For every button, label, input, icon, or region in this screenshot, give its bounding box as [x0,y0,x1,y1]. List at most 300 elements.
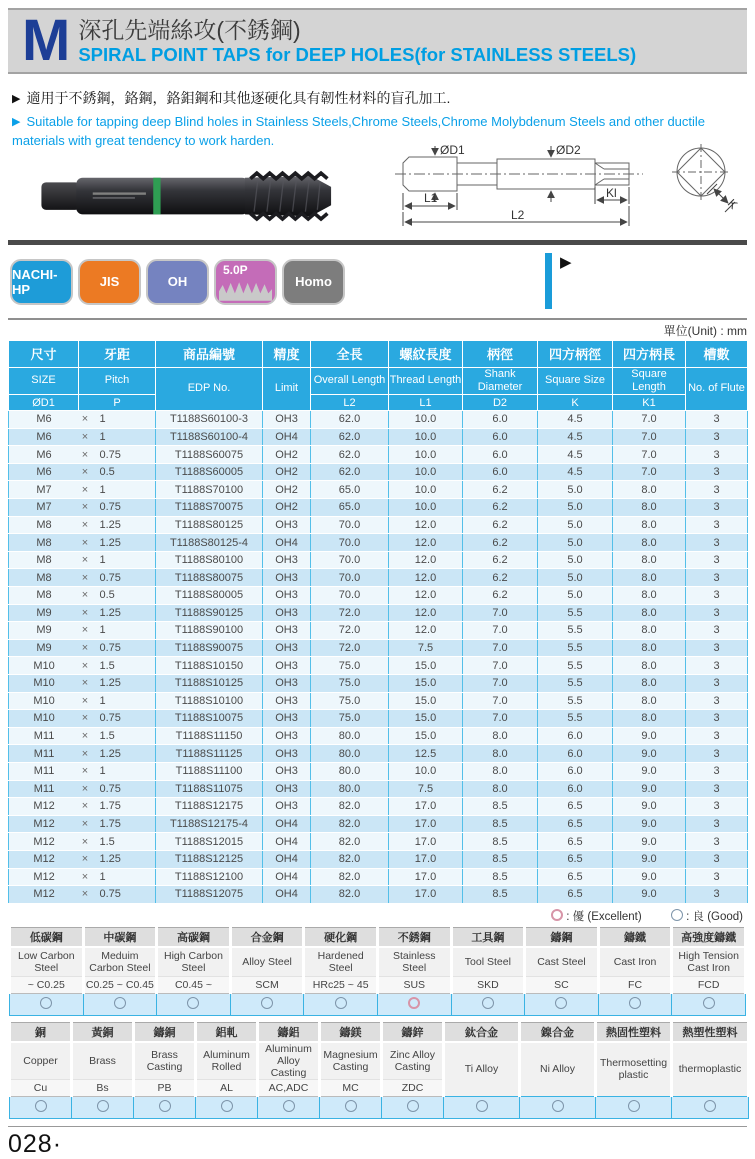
square-length-cell: 9.0 [613,886,686,904]
table-row [9,446,748,464]
material-code: SC [525,976,599,993]
shank-diameter-cell: 8.5 [463,815,538,833]
shank-diameter-cell: 8.5 [463,886,538,904]
material-name-zh: 硬化鋼 [304,927,378,947]
multiply-sign: × [81,536,89,549]
shank-diameter-cell: 6.0 [463,446,538,464]
flute-count-cell: 3 [686,516,748,534]
size-value: M6 [36,466,52,479]
edp-no-cell: T1188S10150 [156,657,263,675]
square-size-cell: 6.0 [538,727,613,745]
rating-circle [283,1100,295,1112]
col-header-en: Limit [263,367,311,410]
shank-diameter-cell: 6.2 [463,569,538,587]
overall-length-cell: 65.0 [311,499,389,517]
material-name-en: Alloy Steel [230,947,304,977]
col-header-symbol: ØD1 [9,395,79,411]
square-size-cell: 4.5 [538,446,613,464]
square-length-cell: 9.0 [613,850,686,868]
material-name-zh: 工具鋼 [451,927,525,947]
size-value: M8 [36,554,52,567]
limit-cell: OH3 [263,622,311,640]
edp-no-cell: T1188S80125 [156,516,263,534]
square-size-cell: 5.0 [538,587,613,605]
table-row [9,411,748,429]
edp-no-cell: T1188S12015 [156,833,263,851]
badge-oh [146,259,209,305]
product-figure [8,142,747,240]
page-header [8,8,747,74]
square-size-cell: 5.0 [538,499,613,517]
edp-no-cell: T1188S10100 [156,692,263,710]
table-row [9,428,748,446]
dim-label-d2: ØD2 [556,142,581,157]
limit-cell: OH3 [263,569,311,587]
size-value: M12 [33,870,55,883]
rating-good-icon [451,993,525,1015]
square-size-cell: 5.5 [538,639,613,657]
square-size-cell: 6.5 [538,833,613,851]
multiply-sign: × [81,818,89,831]
multiply-sign: × [81,659,89,672]
square-length-cell: 9.0 [613,868,686,886]
size-pitch-cell [9,780,156,798]
rating-circle [703,997,715,1009]
size-value: M10 [33,712,55,725]
thread-profile-icon [219,280,272,301]
flute-count-cell: 3 [686,727,748,745]
limit-cell: OH3 [263,657,311,675]
table-row [9,569,748,587]
table-row [9,745,748,763]
rating-good-icon [230,993,304,1015]
badge-strip [8,240,747,320]
material-name-zh: 鑄鋅 [382,1022,444,1042]
material-name-en: Cast Steel [525,947,599,977]
thread-length-cell: 10.0 [389,463,463,481]
multiply-sign: × [81,466,89,479]
square-size-cell: 6.0 [538,762,613,780]
thread-length-cell: 12.0 [389,516,463,534]
shank-diameter-cell: 8.5 [463,850,538,868]
rating-circle [335,997,347,1009]
square-length-cell: 8.0 [613,481,686,499]
square-length-cell: 9.0 [613,762,686,780]
square-length-cell: 7.0 [613,411,686,429]
table-row [9,622,748,640]
material-name-zh: 黃銅 [72,1022,134,1042]
rating-good-icon [72,1096,134,1118]
limit-cell: OH3 [263,780,311,798]
limit-cell: OH3 [263,516,311,534]
square-length-cell: 8.0 [613,692,686,710]
overall-length-cell: 80.0 [311,745,389,763]
table-row [9,499,748,517]
size-value: M12 [33,853,55,866]
square-size-cell: 6.5 [538,850,613,868]
thread-length-cell: 12.0 [389,551,463,569]
pitch-value: 1 [99,430,106,443]
square-length-cell: 9.0 [613,727,686,745]
edp-no-cell: T1188S90100 [156,622,263,640]
size-value: M12 [33,818,55,831]
shank-diameter-cell: 7.0 [463,639,538,657]
limit-cell: OH4 [263,815,311,833]
pitch-value: 0.75 [99,571,121,584]
multiply-sign: × [81,430,89,443]
shank-diameter-cell: 6.2 [463,587,538,605]
square-size-cell: 5.5 [538,674,613,692]
rating-good-icon [10,1096,72,1118]
multiply-sign: × [81,888,89,901]
material-name-en: Meduim Carbon Steel [83,947,157,977]
size-pitch-cell [9,762,156,780]
dim-label-l1: L1 [424,190,438,205]
rating-good-icon [320,1096,382,1118]
square-length-cell: 7.0 [613,446,686,464]
rating-excellent-icon [377,993,451,1015]
edp-no-cell: T1188S60100-3 [156,411,263,429]
material-row [10,976,746,993]
flute-count-cell: 3 [686,692,748,710]
square-size-cell: 6.5 [538,868,613,886]
thread-length-cell: 17.0 [389,850,463,868]
legend-good-label: : 良 (Good) [686,910,743,923]
flute-count-cell: 3 [686,762,748,780]
rating-circle [629,997,641,1009]
title-block [78,17,636,65]
flute-count-cell: 3 [686,850,748,868]
overall-length-cell: 70.0 [311,569,389,587]
shank-diameter-cell: 8.5 [463,868,538,886]
edp-no-cell: T1188S90075 [156,639,263,657]
rating-good-icon [598,993,672,1015]
material-name-zh: 鎳合金 [520,1022,596,1042]
material-code: C0.45 ~ [157,976,231,993]
material-code: FC [598,976,672,993]
rating-circle [40,997,52,1009]
size-pitch-cell [9,657,156,675]
square-size-cell: 6.5 [538,798,613,816]
square-length-cell: 8.0 [613,499,686,517]
limit-cell: OH3 [263,587,311,605]
pitch-value: 1.25 [99,747,121,760]
thread-length-cell: 12.0 [389,534,463,552]
overall-length-cell: 72.0 [311,604,389,622]
overall-length-cell: 70.0 [311,516,389,534]
flute-count-cell: 3 [686,745,748,763]
col-header-en: Pitch [79,367,156,394]
tap-green-ring [153,177,160,214]
edp-no-cell: T1188S11125 [156,745,263,763]
shank-diameter-cell: 6.2 [463,551,538,569]
dim-label-k: K [724,195,741,212]
rating-legend [8,908,747,924]
tap-thread-ridges [250,213,327,219]
col-header-zh: 精度 [263,340,311,367]
limit-cell: OH2 [263,446,311,464]
material-name-en: Aluminum Alloy Casting [258,1042,320,1080]
multiply-sign: × [81,800,89,813]
material-code: MC [320,1079,382,1096]
table-row [9,886,748,904]
square-size-cell: 6.0 [538,780,613,798]
col-header-zh: 四方柄徑 [538,340,613,367]
size-pitch-cell [9,798,156,816]
edp-no-cell: T1188S12175-4 [156,815,263,833]
limit-cell: OH3 [263,551,311,569]
shank-diameter-cell: 7.0 [463,622,538,640]
thread-length-cell: 15.0 [389,727,463,745]
limit-cell: OH3 [263,710,311,728]
square-size-cell: 6.5 [538,815,613,833]
flute-count-cell: 3 [686,622,748,640]
edp-no-cell: T1188S11075 [156,780,263,798]
material-name-zh: 熱固性塑料 [596,1022,672,1042]
square-length-cell: 8.0 [613,534,686,552]
thread-length-cell: 17.0 [389,886,463,904]
badge-row [8,259,747,305]
square-size-cell: 6.0 [538,745,613,763]
pitch-value: 1.25 [99,518,121,531]
thread-length-cell: 10.0 [389,481,463,499]
multiply-sign: × [81,518,89,531]
bullet-arrow-icon: ▶ [12,116,21,128]
edp-no-cell: T1188S80125-4 [156,534,263,552]
size-value: M11 [33,782,55,795]
square-length-cell: 8.0 [613,710,686,728]
table-row [9,481,748,499]
shank-diameter-cell: 8.5 [463,833,538,851]
material-code: Bs [72,1079,134,1096]
rating-circle [555,997,567,1009]
edp-no-cell: T1188S12125 [156,850,263,868]
edp-no-cell: T1188S10075 [156,710,263,728]
thread-length-cell: 12.0 [389,587,463,605]
overall-length-cell: 72.0 [311,639,389,657]
size-pitch-cell [9,692,156,710]
rating-good-icon [304,993,378,1015]
size-pitch-cell [9,833,156,851]
flute-count-cell: 3 [686,411,748,429]
size-value: M11 [33,747,55,760]
thread-length-cell: 12.0 [389,569,463,587]
overall-length-cell: 82.0 [311,868,389,886]
square-length-cell: 8.0 [613,516,686,534]
edp-no-cell: T1188S80075 [156,569,263,587]
flute-count-cell: 3 [686,499,748,517]
material-code: FCD [672,976,746,993]
index-tab-bar [545,253,552,309]
table-row [9,587,748,605]
edp-no-cell: T1188S70100 [156,481,263,499]
rating-circle [345,1100,357,1112]
material-name-en: Aluminum Rolled [196,1042,258,1080]
size-value: M7 [36,501,52,514]
material-code: SCM [230,976,304,993]
material-name-zh: 鑄鋁 [258,1022,320,1042]
overall-length-cell: 72.0 [311,622,389,640]
col-header-symbol: D2 [463,395,538,411]
material-table-2-body [10,1022,749,1118]
shank-diameter-cell: 8.0 [463,727,538,745]
material-code: SKD [451,976,525,993]
col-header-symbol: P [79,395,156,411]
shank-diameter-cell: 6.0 [463,463,538,481]
square-size-cell: 4.5 [538,411,613,429]
table-row [9,657,748,675]
material-name-zh: 鈦合金 [444,1022,520,1042]
badge-label: NACHI-HP [12,266,58,297]
col-header-en: No. of Flute [686,367,748,410]
material-code: SUS [377,976,451,993]
material-name-en: Ni Alloy [520,1042,596,1097]
table-row [9,534,748,552]
overall-length-cell: 70.0 [311,551,389,569]
overall-length-cell: 80.0 [311,727,389,745]
rating-circle [187,997,199,1009]
overall-length-cell: 80.0 [311,780,389,798]
square-size-cell: 4.5 [538,428,613,446]
flute-count-cell: 3 [686,833,748,851]
legend-excellent-label: : 優 (Excellent) [566,910,642,923]
thread-length-cell: 17.0 [389,833,463,851]
flute-count-cell: 3 [686,463,748,481]
flute-count-cell: 3 [686,481,748,499]
size-value: M9 [36,606,52,619]
multiply-sign: × [81,642,89,655]
square-length-cell: 9.0 [613,780,686,798]
table-row [9,551,748,569]
size-pitch-cell [9,639,156,657]
legend-good [671,911,743,923]
square-length-cell: 9.0 [613,745,686,763]
material-row [10,1096,749,1118]
multiply-sign: × [81,589,89,602]
table-row [9,762,748,780]
pointer-arrow-icon: ▶ [560,253,572,271]
rating-good-icon [196,1096,258,1118]
flute-count-cell: 3 [686,534,748,552]
thread-length-cell: 17.0 [389,798,463,816]
multiply-sign: × [81,677,89,690]
material-code: ZDC [382,1079,444,1096]
pitch-value: 0.75 [99,888,121,901]
rating-good-icon [672,993,746,1015]
size-pitch-cell [9,727,156,745]
square-size-cell: 5.5 [538,604,613,622]
rating-good-icon [672,1096,749,1118]
size-pitch-cell [9,604,156,622]
diagram-section-centerlines [672,144,730,200]
pitch-value: 1 [99,624,106,637]
square-length-cell: 8.0 [613,639,686,657]
overall-length-cell: 62.0 [311,463,389,481]
material-row [10,993,746,1015]
flute-count-cell: 3 [686,710,748,728]
col-header-symbol: L2 [311,395,389,411]
edp-no-cell: T1188S12100 [156,868,263,886]
size-pitch-cell [9,411,156,429]
tap-etched-text [93,197,135,199]
description-en-text: Suitable for tapping deep Blind holes in Stainless Steels,Chrome Steels,Chrome Molybdenum Steels and other ductile materials with great tendency to work harden. [12,114,706,148]
table-row [9,674,748,692]
col-header-zh: 全長 [311,340,389,367]
rating-circle [221,1100,233,1112]
shank-diameter-cell: 8.0 [463,762,538,780]
square-size-cell: 5.5 [538,692,613,710]
col-header-zh: 四方柄長 [613,340,686,367]
size-pitch-cell [9,499,156,517]
unit-label: 單位(Unit) : mm [663,323,747,338]
limit-cell: OH4 [263,868,311,886]
multiply-sign: × [81,835,89,848]
rating-circle [35,1100,47,1112]
description-zh-text: 適用于不銹鋼，鉻鋼，鉻鉬鋼和其他逐硬化具有韌性材料的盲孔加工. [26,90,451,106]
rating-circle [408,997,420,1009]
material-code: C0.25 ~ C0.45 [83,976,157,993]
table-row [9,833,748,851]
tap-product-photo [24,164,354,230]
multiply-sign: × [81,765,89,778]
thread-length-cell: 10.0 [389,446,463,464]
table-row [9,692,748,710]
material-name-en: Brass [72,1042,134,1080]
rating-good-icon [258,1096,320,1118]
limit-cell: OH2 [263,499,311,517]
size-value: M8 [36,589,52,602]
edp-no-cell: T1188S90125 [156,604,263,622]
size-value: M7 [36,483,52,496]
size-pitch-cell [9,534,156,552]
rating-good-icon [157,993,231,1015]
shank-diameter-cell: 6.0 [463,428,538,446]
badge-5-0p [214,259,277,305]
thread-length-cell: 15.0 [389,710,463,728]
table-row [9,710,748,728]
material-row [10,1042,749,1080]
size-value: M11 [33,765,55,778]
section-letter: M [22,8,69,73]
col-header-zh: 柄徑 [463,340,538,367]
thread-length-cell: 7.5 [389,639,463,657]
square-size-cell: 5.0 [538,551,613,569]
dim-label-d1: ØD1 [440,142,465,157]
size-value: M12 [33,888,55,901]
limit-cell: OH3 [263,762,311,780]
badge-nachi-hp [10,259,73,305]
multiply-sign: × [81,712,89,725]
overall-length-cell: 70.0 [311,587,389,605]
material-name-zh: 鑄鐵 [598,927,672,947]
limit-cell: OH3 [263,674,311,692]
square-length-cell: 8.0 [613,569,686,587]
edp-no-cell: T1188S70075 [156,499,263,517]
flute-count-cell: 3 [686,815,748,833]
rating-good-icon [10,993,84,1015]
overall-length-cell: 75.0 [311,692,389,710]
material-code: PB [134,1079,196,1096]
material-row [10,947,746,977]
multiply-sign: × [81,413,89,426]
shank-diameter-cell: 7.0 [463,710,538,728]
material-table-1-body [10,927,746,1015]
thread-length-cell: 17.0 [389,815,463,833]
rating-good-icon [382,1096,444,1118]
thread-length-cell: 12.0 [389,604,463,622]
tap-etched-text [93,192,146,194]
thread-length-cell: 12.5 [389,745,463,763]
